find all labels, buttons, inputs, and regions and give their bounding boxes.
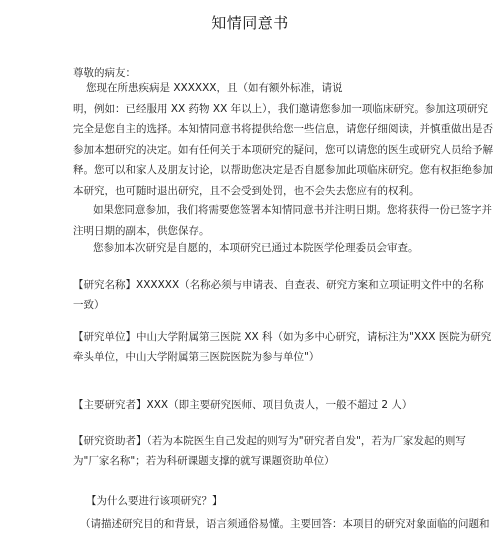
- intro-line: 明，例如：已经服用 XX 药物 XX 年以上），我们邀请您参加一项临床研究。参加这项研究: [73, 102, 488, 115]
- funder-line: 为"厂家名称"；若为科研课题支撑的就写课题资助单位）: [73, 455, 335, 467]
- greeting: 尊敬的病友：: [73, 67, 136, 79]
- study-name-line: 【研究名称】XXXXXX（名称必须与申请表、自查表、研究方案和立项证明文件中的名称: [73, 279, 484, 291]
- why-body: （请描述研究目的和背景，语言须通俗易懂。主要回答：本项目的研究对象面临的问题和: [80, 518, 490, 530]
- consent-line: 注明日期的副本，供您保存。: [73, 224, 210, 237]
- intro-line: 本研究，也可随时退出研究，且不会受到处罚，也不会失去您应有的权利。: [73, 184, 420, 197]
- intro-line: 您现在所患疾病是 XXXXXX，且（如有额外标准，请说: [86, 82, 343, 94]
- study-unit-section: [73, 330, 491, 370]
- intro-line: 完全是您自主的选择。本知情同意书将提供给您一些信息，请您仔细阅读，并慎重做出是否: [73, 123, 493, 135]
- voluntary-statement: 您参加本次研究是自愿的，本项研究已通过本院医学伦理委员会审查。: [93, 242, 419, 254]
- principal-investigator-section: [73, 398, 412, 418]
- study-name-section: [73, 278, 484, 318]
- intro-line: 释。您可以和家人及朋友讨论，以帮助您决定是否自愿参加此项临床研究。您有权拒绝参加: [73, 164, 493, 176]
- funder-line: 【研究资助者】（若为本院医生自己发起的则写为"研究者自发"，若为厂家发起的则写: [73, 435, 466, 447]
- intro-paragraph: [73, 81, 493, 204]
- document-title: 知情同意书: [211, 14, 289, 32]
- funder-section: [73, 434, 466, 474]
- consent-line: 如果您同意参加，我们将需要您签署本知情同意书并注明日期。您将获得一份已签字并: [93, 204, 492, 216]
- why-heading: 【为什么要进行该项研究？】: [86, 495, 223, 507]
- study-unit-line: 【研究单位】中山大学附属第三医院 XX 科（如为多中心研究，请标注为"XXX 医院为研究: [73, 331, 492, 343]
- consent-paragraph: [73, 203, 492, 244]
- intro-line: 参加本想研究的决定。如有任何关于本项研究的疑问，您可以请您的医生或研究人员给予解: [73, 143, 493, 156]
- principal-investigator-line: 【主要研究者】XXX（即主要研究医师、项目负责人，一般不超过 2 人）: [73, 399, 413, 411]
- study-unit-line: 牵头单位，中山大学附属第三医院医院为参与单位"）: [73, 351, 320, 363]
- study-name-line: 一致）: [73, 299, 105, 311]
